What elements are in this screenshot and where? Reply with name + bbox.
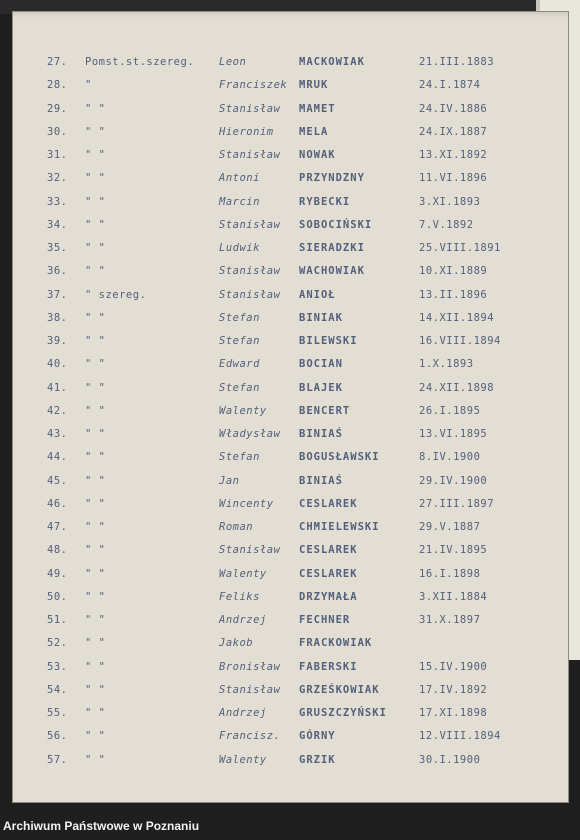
last-name: PRZYNDZNY xyxy=(299,172,365,185)
birth-date: 15.IV.1900 xyxy=(419,660,488,673)
birth-date: 16.I.1898 xyxy=(419,567,481,580)
roster-row xyxy=(13,451,568,471)
last-name: GRZEŚKOWIAK xyxy=(299,683,380,696)
rank-text: " " xyxy=(85,474,106,487)
rank-text: " " xyxy=(85,195,106,208)
roster-row xyxy=(13,568,568,588)
birth-date: 30.I.1900 xyxy=(419,753,481,766)
entry-number: 57. xyxy=(47,753,68,766)
birth-date: 29.IV.1900 xyxy=(419,474,488,487)
birth-date: 12.VIII.1894 xyxy=(419,730,501,743)
rank-text: " " xyxy=(85,358,106,371)
rank-text: " " xyxy=(85,311,106,324)
entry-number: 41. xyxy=(47,381,68,394)
last-name: MRUK xyxy=(299,79,329,92)
birth-date: 11.VI.1896 xyxy=(419,172,488,185)
roster-row xyxy=(13,475,568,495)
birth-date: 17.XI.1898 xyxy=(419,707,488,719)
birth-date: 24.IV.1886 xyxy=(419,102,488,115)
birth-date: 24.IX.1887 xyxy=(419,125,488,138)
birth-date: 14.XII.1894 xyxy=(419,311,495,324)
birth-date: 24.I.1874 xyxy=(419,79,481,92)
last-name: MAMET xyxy=(299,102,336,115)
last-name: BOGUSŁAWSKI xyxy=(299,451,380,464)
roster-row xyxy=(13,382,568,402)
last-name: GÓRNY xyxy=(299,730,336,743)
first-name: Roman xyxy=(219,521,254,533)
entry-number: 54. xyxy=(47,683,68,696)
last-name: CHMIELEWSKI xyxy=(299,521,380,533)
rank-text: " " xyxy=(85,637,106,650)
entry-number: 47. xyxy=(47,521,68,533)
rank-text: " " xyxy=(85,521,106,533)
birth-date: 16.VIII.1894 xyxy=(419,335,501,347)
first-name: Marcin xyxy=(219,195,260,208)
entry-number: 50. xyxy=(47,590,68,603)
first-name: Stanisław xyxy=(219,218,281,231)
roster-row xyxy=(13,79,568,99)
rank-text: " " xyxy=(85,125,106,138)
document-page xyxy=(13,12,568,802)
first-name: Edward xyxy=(219,358,260,371)
last-name: BILEWSKI xyxy=(299,335,358,347)
last-name: DRZYMAŁA xyxy=(299,590,358,603)
first-name: Franciszek xyxy=(219,79,288,92)
entry-number: 39. xyxy=(47,335,68,347)
entry-number: 51. xyxy=(47,614,68,626)
roster-row xyxy=(13,126,568,146)
rank-text: " " xyxy=(85,172,106,185)
first-name: Jan xyxy=(219,474,240,487)
roster-row xyxy=(13,289,568,309)
last-name: MACKOWIAK xyxy=(299,56,365,68)
entry-number: 44. xyxy=(47,451,68,464)
entry-number: 45. xyxy=(47,474,68,487)
first-name: Stanisław xyxy=(219,265,281,278)
first-name: Walenty xyxy=(219,567,267,580)
last-name: SOBOCIŃSKI xyxy=(299,218,373,231)
birth-date: 24.XII.1898 xyxy=(419,381,495,394)
rank-text: " xyxy=(85,79,92,92)
entry-number: 46. xyxy=(47,497,68,510)
birth-date: 3.XI.1893 xyxy=(419,195,481,208)
rank-text: " " xyxy=(85,451,106,464)
last-name: MELA xyxy=(299,125,329,138)
rank-text: " " xyxy=(85,404,106,417)
first-name: Hieronim xyxy=(219,125,274,138)
first-name: Walenty xyxy=(219,753,267,766)
roster-row xyxy=(13,265,568,285)
last-name: CESLAREK xyxy=(299,567,358,580)
rank-text: " " xyxy=(85,102,106,115)
rank-text: " " xyxy=(85,381,106,394)
last-name: WACHOWIAK xyxy=(299,265,365,278)
birth-date: 25.VIII.1891 xyxy=(419,242,501,254)
rank-text: " " xyxy=(85,242,106,254)
roster-row xyxy=(13,358,568,378)
entry-number: 49. xyxy=(47,567,68,580)
birth-date: 17.IV.1892 xyxy=(419,683,488,696)
first-name: Stefan xyxy=(219,381,260,394)
rank-text: " " xyxy=(85,590,106,603)
birth-date: 31.X.1897 xyxy=(419,614,481,626)
roster-row xyxy=(13,149,568,169)
entry-number: 52. xyxy=(47,637,68,650)
entry-number: 38. xyxy=(47,311,68,324)
birth-date: 21.III.1883 xyxy=(419,56,495,68)
entry-number: 55. xyxy=(47,707,68,719)
first-name: Andrzej xyxy=(219,614,267,626)
first-name: Stanisław xyxy=(219,149,281,161)
first-name: Feliks xyxy=(219,590,260,603)
last-name: BINIAŚ xyxy=(299,474,343,487)
entry-number: 32. xyxy=(47,172,68,185)
birth-date: 7.V.1892 xyxy=(419,218,474,231)
last-name: ANIOŁ xyxy=(299,288,336,301)
roster-row xyxy=(13,312,568,332)
first-name: Stefan xyxy=(219,451,260,464)
roster-row xyxy=(13,242,568,262)
last-name: NOWAK xyxy=(299,149,336,161)
roster-row xyxy=(13,498,568,518)
roster-row xyxy=(13,172,568,192)
roster-row xyxy=(13,103,568,123)
entry-number: 33. xyxy=(47,195,68,208)
rank-text: " " xyxy=(85,683,106,696)
birth-date: 3.XII.1884 xyxy=(419,590,488,603)
first-name: Stefan xyxy=(219,335,260,347)
first-name: Stefan xyxy=(219,311,260,324)
first-name: Leon xyxy=(219,56,247,68)
first-name: Stanisław xyxy=(219,544,281,557)
page-crease xyxy=(13,12,568,18)
entry-number: 42. xyxy=(47,404,68,417)
entry-number: 36. xyxy=(47,265,68,278)
roster-row xyxy=(13,196,568,216)
rank-text: " " xyxy=(85,614,106,626)
roster-row xyxy=(13,730,568,750)
rank-text: " " xyxy=(85,544,106,557)
entry-number: 53. xyxy=(47,660,68,673)
roster-row xyxy=(13,521,568,541)
last-name: FRACKOWIAK xyxy=(299,637,373,650)
birth-date: 29.V.1887 xyxy=(419,521,481,533)
entry-number: 31. xyxy=(47,149,68,161)
last-name: GRUSZCZYŃSKI xyxy=(299,707,387,719)
last-name: BINIAK xyxy=(299,311,343,324)
entry-number: 28. xyxy=(47,79,68,92)
birth-date: 13.II.1896 xyxy=(419,288,488,301)
rank-text: " " xyxy=(85,660,106,673)
birth-date: 13.VI.1895 xyxy=(419,428,488,440)
last-name: BENCERT xyxy=(299,404,351,417)
first-name: Antoni xyxy=(219,172,260,185)
first-name: Stanisław xyxy=(219,288,281,301)
rank-text: " " xyxy=(85,218,106,231)
roster-row xyxy=(13,591,568,611)
last-name: CESLAREK xyxy=(299,544,358,557)
rank-text: " " xyxy=(85,567,106,580)
first-name: Wincenty xyxy=(219,497,274,510)
first-name: Walenty xyxy=(219,404,267,417)
rank-text: " " xyxy=(85,707,106,719)
entry-number: 34. xyxy=(47,218,68,231)
roster-row xyxy=(13,637,568,657)
last-name: RYBECKI xyxy=(299,195,351,208)
rank-text: " " xyxy=(85,428,106,440)
first-name: Stanisław xyxy=(219,683,281,696)
birth-date: 1.X.1893 xyxy=(419,358,474,371)
roster-row xyxy=(13,614,568,634)
roster-row xyxy=(13,56,568,76)
entry-number: 29. xyxy=(47,102,68,115)
rank-text: " szereg. xyxy=(85,288,147,301)
first-name: Stanisław xyxy=(219,102,281,115)
last-name: BLAJEK xyxy=(299,381,343,394)
birth-date: 13.XI.1892 xyxy=(419,149,488,161)
rank-text: " " xyxy=(85,149,106,161)
first-name: Bronisław xyxy=(219,660,281,673)
first-name: Francisz. xyxy=(219,730,281,743)
entry-number: 35. xyxy=(47,242,68,254)
first-name: Jakob xyxy=(219,637,254,650)
birth-date: 21.IV.1895 xyxy=(419,544,488,557)
rank-text: Pomst.st.szereg. xyxy=(85,56,195,68)
entry-number: 56. xyxy=(47,730,68,743)
last-name: CESLAREK xyxy=(299,497,358,510)
last-name: GRZIK xyxy=(299,753,336,766)
roster-row xyxy=(13,219,568,239)
first-name: Andrzej xyxy=(219,707,267,719)
roster-row xyxy=(13,405,568,425)
birth-date: 27.III.1897 xyxy=(419,497,495,510)
last-name: BOCIAN xyxy=(299,358,343,371)
entry-number: 40. xyxy=(47,358,68,371)
birth-date: 10.XI.1889 xyxy=(419,265,488,278)
entry-number: 37. xyxy=(47,288,68,301)
roster-row xyxy=(13,684,568,704)
birth-date: 26.I.1895 xyxy=(419,404,481,417)
entry-number: 43. xyxy=(47,428,68,440)
last-name: BINIAŚ xyxy=(299,428,343,440)
rank-text: " " xyxy=(85,335,106,347)
last-name: SIERADZKI xyxy=(299,242,365,254)
birth-date: 8.IV.1900 xyxy=(419,451,481,464)
last-name: FECHNER xyxy=(299,614,351,626)
entry-number: 48. xyxy=(47,544,68,557)
roster-row xyxy=(13,544,568,564)
roster-row xyxy=(13,754,568,774)
rank-text: " " xyxy=(85,497,106,510)
last-name: FABERSKI xyxy=(299,660,358,673)
rank-text: " " xyxy=(85,753,106,766)
rank-text: " " xyxy=(85,265,106,278)
roster-row xyxy=(13,335,568,355)
entry-number: 30. xyxy=(47,125,68,138)
first-name: Władysław xyxy=(219,428,281,440)
first-name: Ludwik xyxy=(219,242,260,254)
archive-label: Archiwum Państwowe w Poznaniu xyxy=(3,819,200,833)
entry-number: 27. xyxy=(47,56,68,68)
rank-text: " " xyxy=(85,730,106,743)
roster-row xyxy=(13,661,568,681)
roster-row xyxy=(13,428,568,448)
archive-footer xyxy=(0,812,580,840)
roster-row xyxy=(13,707,568,727)
